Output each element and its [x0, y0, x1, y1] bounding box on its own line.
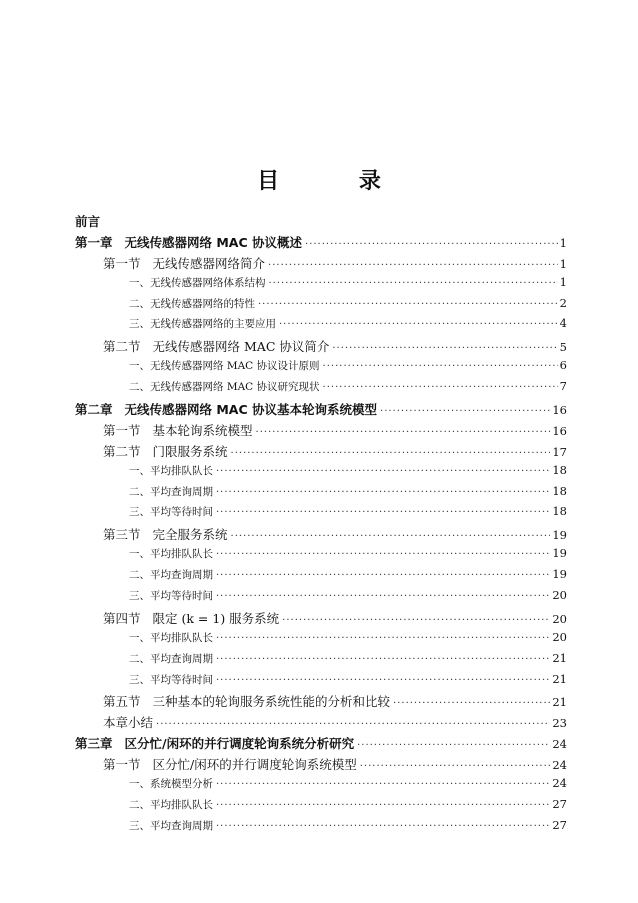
toc-entry-label	[103, 337, 329, 355]
toc-entry-label	[103, 442, 228, 460]
toc-dot-leader	[380, 406, 550, 417]
toc-dot-leader	[231, 531, 551, 542]
toc-entry-title: 二、平均查询周期	[129, 569, 213, 582]
toc-page-number: 24	[552, 758, 567, 773]
toc-page-number: 19	[552, 528, 567, 543]
toc-dot-leader	[231, 448, 551, 459]
toc-page-number: 27	[552, 817, 567, 832]
toc-dot-leader	[360, 761, 551, 772]
toc-entry-title: 区分忙/闲环的并行调度轮询系统分析研究	[124, 736, 355, 752]
toc-entry-label	[129, 463, 213, 478]
toc-entry-title: 无线传感器网络 MAC 协议基本轮询系统模型	[124, 402, 378, 418]
toc-entry-label	[129, 296, 255, 311]
toc-chapter-entry[interactable]	[75, 212, 567, 233]
toc-entry-label	[129, 651, 213, 666]
toc-entry-label	[129, 672, 213, 687]
toc-entry-title: 三、无线传感器网络的主要应用	[129, 318, 276, 331]
toc-subsection-entry[interactable]	[75, 672, 567, 693]
toc-entry-title: 无线传感器网络 MAC 协议概述	[124, 234, 303, 250]
toc-subsection-entry[interactable]	[75, 463, 567, 484]
toc-section-entry[interactable]	[75, 755, 567, 776]
toc-entry-label	[103, 713, 153, 731]
toc-entry-label	[103, 254, 265, 272]
toc-page-number: 24	[552, 776, 567, 791]
toc-subsection-entry[interactable]	[75, 797, 567, 818]
toc-dot-leader	[216, 675, 550, 686]
toc-page-number: 2	[559, 295, 567, 310]
toc-section-entry[interactable]	[75, 609, 567, 630]
toc-subsection-entry[interactable]	[75, 776, 567, 797]
toc-entry-number: 第五节	[103, 694, 141, 710]
toc-entry-label	[129, 567, 213, 582]
toc-entry-label	[129, 776, 213, 791]
toc-dot-leader	[393, 698, 550, 709]
toc-entry-number: 第三章	[75, 736, 113, 752]
toc-entry-title: 二、无线传感器网络 MAC 协议研究现状	[129, 381, 320, 394]
toc-entry-title: 三、平均等待时间	[129, 506, 213, 519]
toc-section-entry[interactable]	[75, 421, 567, 442]
toc-subsection-entry[interactable]	[75, 567, 567, 588]
toc-entry-title: 三种基本的轮询服务系统性能的分析和比较	[152, 694, 391, 710]
toc-subsection-entry[interactable]	[75, 358, 567, 379]
toc-section-entry[interactable]	[75, 525, 567, 546]
toc-entry-title: 二、平均查询周期	[129, 485, 213, 498]
toc-entry-label	[103, 421, 253, 439]
toc-section-entry[interactable]	[75, 692, 567, 713]
toc-page-number: 21	[552, 695, 567, 710]
toc-page-number: 7	[559, 379, 567, 394]
toc-dot-leader	[323, 361, 558, 372]
toc-entry-number: 第一章	[75, 234, 113, 250]
toc-entry-title: 一、平均排队队长	[129, 548, 213, 561]
toc-page-number: 20	[552, 588, 567, 603]
toc-dot-leader	[216, 466, 550, 477]
toc-page-number: 19	[552, 546, 567, 561]
toc-page-number: 21	[552, 671, 567, 686]
toc-subsection-entry[interactable]	[75, 484, 567, 505]
toc-section-entry[interactable]	[75, 337, 567, 358]
toc-page-number: 18	[552, 462, 567, 477]
toc-dot-leader	[305, 239, 558, 250]
toc-section-entry[interactable]	[75, 254, 567, 275]
toc-page-number: 16	[552, 403, 567, 418]
toc-entry-title: 三、平均等待时间	[129, 590, 213, 603]
toc-subsection-entry[interactable]	[75, 296, 567, 317]
toc-entry-title: 前言	[75, 214, 101, 229]
toc-dot-leader	[216, 633, 550, 644]
toc-page-number: 1	[559, 274, 567, 289]
toc-entry-number: 第四节	[103, 610, 141, 626]
toc-page-number: 17	[552, 444, 567, 459]
toc-entry-title: 二、平均查询周期	[129, 652, 213, 665]
toc-entry-number: 第二章	[75, 402, 113, 418]
toc-entry-label	[103, 525, 228, 543]
toc-entry-title: 无线传感器网络简介	[152, 255, 266, 271]
toc-entry-label	[129, 504, 213, 519]
toc-page-number: 16	[552, 423, 567, 438]
toc-entry-label	[129, 484, 213, 499]
toc-entry-number: 第一节	[103, 757, 141, 773]
toc-entry-title: 一、无线传感器网络 MAC 协议设计原则	[129, 360, 320, 373]
toc-dot-leader	[216, 654, 550, 665]
toc-chapter-entry[interactable]	[75, 400, 567, 421]
toc-dot-leader	[216, 487, 550, 498]
toc-entry-label	[75, 212, 100, 230]
toc-entry-label	[103, 692, 390, 710]
toc-page-number: 6	[559, 358, 567, 373]
toc-subsection-entry[interactable]	[75, 651, 567, 672]
toc-subsection-entry[interactable]	[75, 316, 567, 337]
toc-entry-title: 一、平均排队队长	[129, 464, 213, 477]
toc-subsection-entry[interactable]	[75, 504, 567, 525]
toc-subsection-entry[interactable]	[75, 818, 567, 839]
toc-dot-leader	[256, 427, 551, 438]
toc-dot-leader	[216, 570, 550, 581]
toc-entry-number: 第二节	[103, 339, 141, 355]
table-of-contents	[75, 212, 567, 839]
toc-entry-label	[129, 316, 276, 331]
toc-entry-number: 第一节	[103, 422, 141, 438]
toc-entry-title: 限定 (k = 1) 服务系统	[152, 610, 280, 626]
toc-dot-leader	[216, 779, 550, 790]
toc-dot-leader	[216, 507, 550, 518]
toc-dot-leader	[332, 343, 557, 354]
toc-page-number: 24	[552, 737, 567, 752]
toc-entry-title: 本章小结	[103, 715, 154, 731]
toc-dot-leader	[216, 549, 550, 560]
toc-page-number: 18	[552, 483, 567, 498]
toc-page-number: 1	[559, 235, 567, 250]
toc-page-number: 20	[552, 611, 567, 626]
toc-entry-label	[129, 546, 213, 561]
toc-subsection-entry[interactable]	[75, 546, 567, 567]
toc-entry-label	[129, 379, 320, 394]
toc-entry-title: 一、平均排队队长	[129, 631, 213, 644]
toc-entry-label	[129, 797, 213, 812]
toc-dot-leader	[216, 591, 550, 602]
toc-dot-leader	[258, 299, 558, 310]
toc-subsection-entry[interactable]	[75, 379, 567, 400]
toc-dot-leader	[282, 615, 550, 626]
toc-page-number: 5	[559, 340, 567, 355]
toc-entry-title: 区分忙/闲环的并行调度轮询系统模型	[152, 757, 357, 773]
toc-entry-title: 二、无线传感器网络的特性	[129, 297, 255, 310]
toc-entry-title: 基本轮询系统模型	[152, 422, 253, 438]
toc-chapter-entry[interactable]	[75, 233, 567, 254]
toc-entry-title: 门限服务系统	[152, 443, 228, 459]
toc-entry-title: 三、平均等待时间	[129, 673, 213, 686]
toc-subsection-entry[interactable]	[75, 588, 567, 609]
toc-chapter-entry[interactable]	[75, 734, 567, 755]
toc-page-number: 23	[552, 716, 567, 731]
toc-dot-leader	[156, 719, 550, 730]
toc-page-number: 21	[552, 650, 567, 665]
toc-page-number: 18	[552, 504, 567, 519]
toc-entry-title: 一、无线传感器网络体系结构	[129, 276, 266, 289]
toc-entry-title: 完全服务系统	[152, 527, 228, 543]
toc-entry-title: 三、平均查询周期	[129, 819, 213, 832]
toc-dot-leader	[268, 260, 558, 271]
toc-entry-label	[129, 630, 213, 645]
toc-page-number: 27	[552, 796, 567, 811]
toc-entry-title: 一、系统模型分析	[129, 778, 213, 791]
toc-entry-label	[75, 400, 377, 418]
toc-dot-leader	[279, 319, 558, 330]
toc-entry-label	[75, 734, 354, 752]
toc-entry-number: 第一节	[103, 255, 141, 271]
toc-section-entry[interactable]	[75, 442, 567, 463]
toc-entry-label	[103, 755, 357, 773]
toc-page-number: 20	[552, 629, 567, 644]
toc-entry-title: 二、平均排队队长	[129, 798, 213, 811]
toc-entry-title: 无线传感器网络 MAC 协议简介	[152, 339, 330, 355]
toc-page-number: 1	[559, 256, 567, 271]
toc-subsection-entry[interactable]	[75, 275, 567, 296]
page-title: 目 录	[257, 169, 417, 194]
toc-entry-label	[129, 358, 320, 373]
toc-page-number: 4	[559, 316, 567, 331]
toc-dot-leader	[323, 382, 558, 393]
toc-entry-label	[129, 818, 213, 833]
toc-entry-label	[129, 275, 266, 290]
toc-entry-label	[103, 609, 279, 627]
toc-entry-number: 第三节	[103, 527, 141, 543]
toc-dot-leader	[216, 821, 550, 832]
toc-section-entry[interactable]	[75, 713, 567, 734]
toc-dot-leader	[269, 278, 558, 289]
toc-entry-number: 第二节	[103, 443, 141, 459]
toc-dot-leader	[216, 800, 550, 811]
toc-dot-leader	[357, 740, 550, 751]
toc-entry-label	[75, 233, 302, 251]
toc-subsection-entry[interactable]	[75, 630, 567, 651]
toc-page-number: 19	[552, 567, 567, 582]
toc-entry-label	[129, 588, 213, 603]
